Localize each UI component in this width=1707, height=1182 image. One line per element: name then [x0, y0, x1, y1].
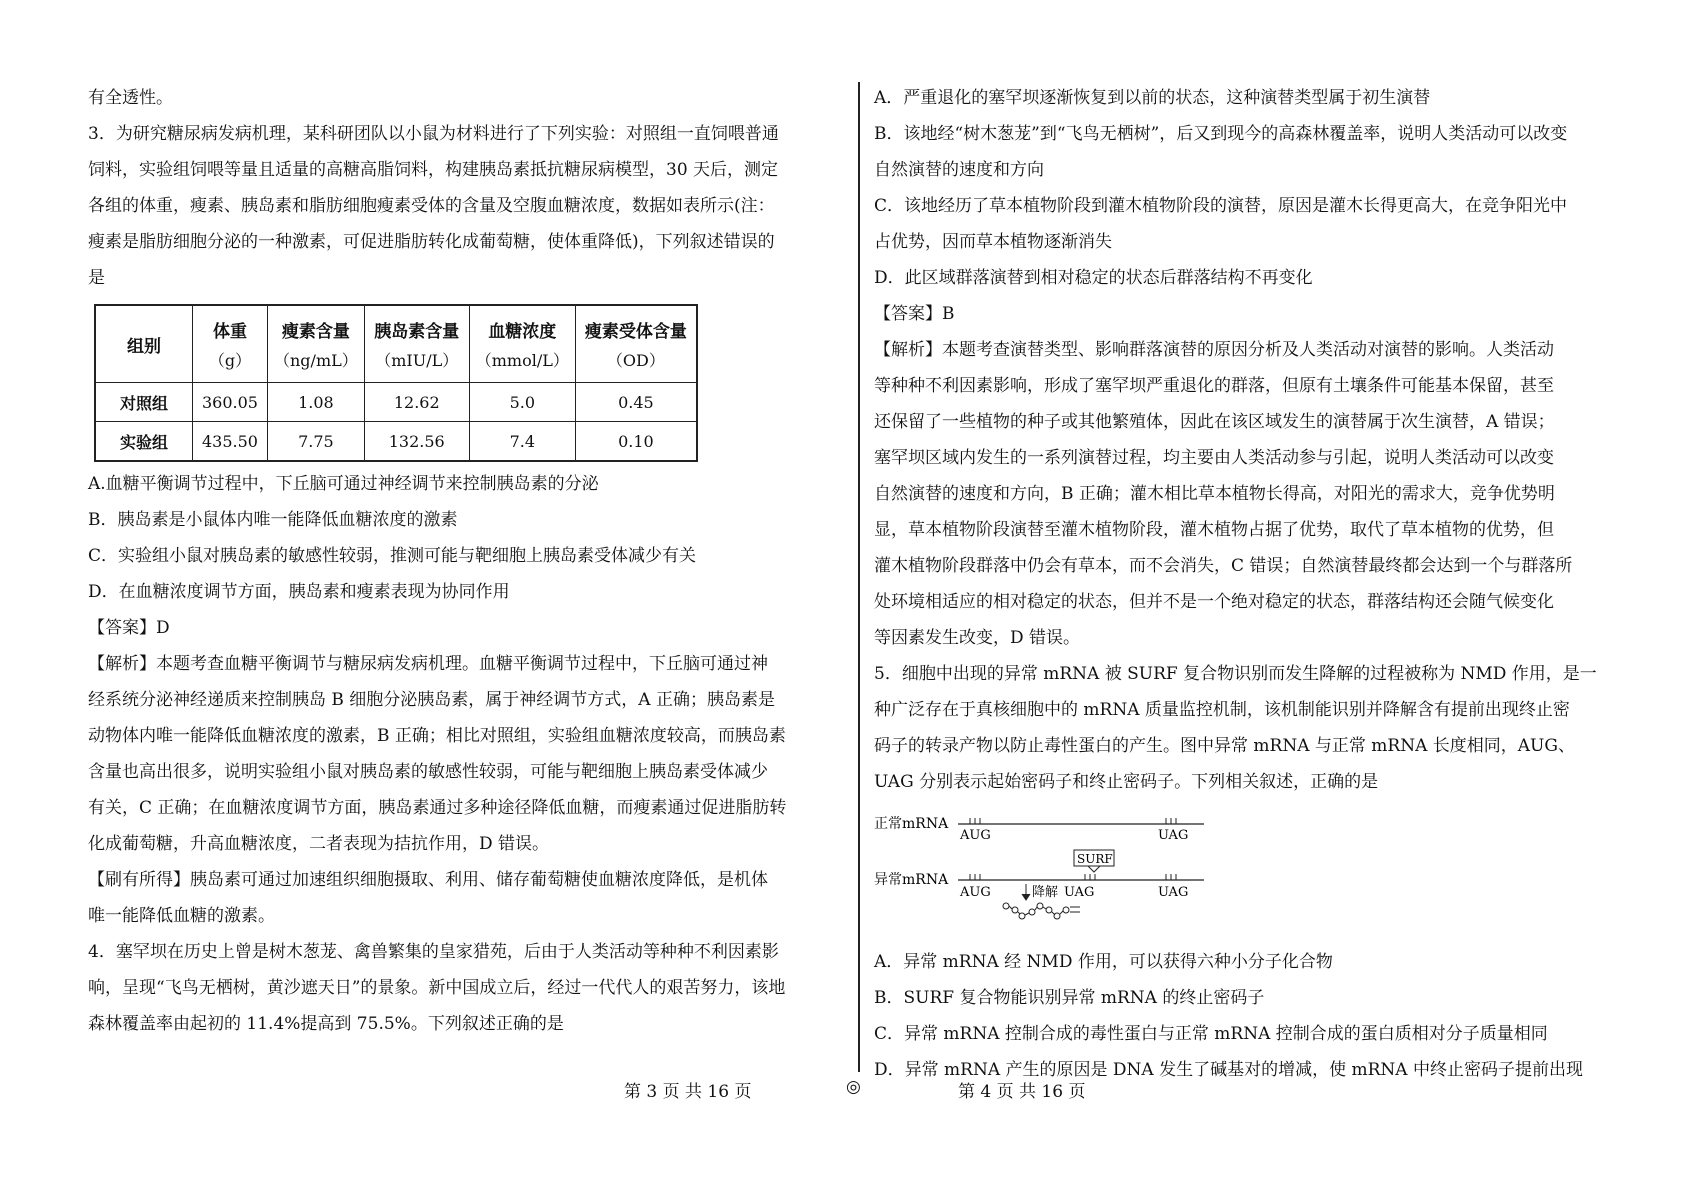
text-line: 塞罕坝区域内发生的一系列演替过程，均主要由人类活动参与引起，说明人类活动可以改变	[874, 448, 1554, 468]
text-line: 等因素发生改变，D 错误。	[874, 628, 1081, 648]
table-header-cell: 胰岛素含量 （mIU/L）	[364, 305, 469, 383]
normal-aug-label: AUG	[960, 828, 991, 843]
degraded-fragments-icon	[1003, 903, 1080, 919]
normal-uag-ticks	[1166, 818, 1176, 824]
data-table	[94, 304, 698, 462]
normal-aug-ticks	[970, 818, 980, 824]
text-line: 有全透性。	[88, 88, 173, 108]
text-line: A．异常 mRNA 经 NMD 作用，可以获得六种小分子化合物	[874, 952, 1333, 972]
left-text-block-bottom	[88, 466, 845, 1042]
text-line: 含量也高出很多，说明实验组小鼠对胰岛素的敏感性较弱，可能与靶细胞上胰岛素受体减少	[88, 762, 768, 782]
table-header-cell: 瘦素含量 （ng/mL）	[268, 305, 365, 383]
text-line: B．SURF 复合物能识别异常 mRNA 的终止密码子	[874, 988, 1265, 1008]
page-footer	[0, 1077, 1707, 1107]
table-row	[95, 422, 697, 462]
text-line: 5．细胞中出现的异常 mRNA 被 SURF 复合物识别而发生降解的过程被称为 NMD 作用，是一	[874, 664, 1597, 684]
left-column	[88, 80, 845, 1042]
table-cell: 0.10	[575, 422, 697, 462]
text-line: 【解析】本题考查演替类型、影响群落演替的原因分析及人类活动对演替的影响。人类活动	[874, 340, 1554, 360]
text-line: 瘦素是脂肪细胞分泌的一种激素，可促进脂肪转化成葡萄糖，使体重降低)，下列叙述错误的	[88, 232, 775, 252]
table-header-cell: 血糖浓度 （mmol/L）	[469, 305, 575, 383]
text-line: 4．塞罕坝在历史上曾是树木葱茏、禽兽繁集的皇家猎苑，后由于人类活动等种种不利因素影	[88, 942, 779, 962]
abnormal-premature-uag-ticks	[1085, 874, 1095, 880]
table-cell: 360.05	[193, 383, 268, 422]
text-line: 处环境相适应的相对稳定的状态，但并不是一个绝对稳定的状态，群落结构还会随气候变化	[874, 592, 1554, 612]
text-line: 饲料，实验组饲喂等量且适量的高糖高脂饲料，构建胰岛素抵抗糖尿病模型，30 天后，测定	[88, 160, 779, 180]
footer-center-mark: ◎	[846, 1077, 861, 1097]
text-line: B．该地经“树木葱茏”到“飞鸟无栖树”，后又到现今的高森林覆盖率，说明人类活动可以改变	[874, 124, 1568, 144]
text-line: D．此区域群落演替到相对稳定的状态后群落结构不再变化	[874, 268, 1313, 288]
abnormal-uag-ticks	[1166, 874, 1176, 880]
table-row	[95, 383, 697, 422]
mrna-diagram	[874, 806, 1634, 936]
abnormal-aug-label: AUG	[960, 885, 991, 900]
text-line: 经系统分泌神经递质来控制胰岛 B 细胞分泌胰岛素，属于神经调节方式，A 正确；胰岛素是	[88, 690, 775, 710]
degrade-arrowhead-icon	[1022, 894, 1030, 900]
text-line: UAG 分别表示起始密码子和终止密码子。下列相关叙述，正确的是	[874, 772, 1379, 792]
table-cell: 实验组	[95, 422, 193, 462]
abnormal-aug-ticks	[970, 874, 980, 880]
text-line: C．该地经历了草本植物阶段到灌木植物阶段的演替，原因是灌木长得更高大，在竞争阳光中	[874, 196, 1568, 216]
table-header-cell: 体重 （g）	[193, 305, 268, 383]
right-column	[874, 80, 1634, 1088]
footer-left-page-number: 第 3 页 共 16 页	[624, 1082, 752, 1102]
text-line: 等种种不利因素影响，形成了塞罕坝严重退化的群落，但原有土壤条件可能基本保留，甚至	[874, 376, 1554, 396]
right-text-block-bottom	[874, 944, 1634, 1088]
right-text-block-top	[874, 80, 1634, 800]
left-text-block-top	[88, 80, 845, 296]
text-line: 有关，C 正确；在血糖浓度调节方面，胰岛素通过多种途径降低血糖，而瘦素通过促进脂肪转	[88, 798, 787, 818]
text-line: 种广泛存在于真核细胞中的 mRNA 质量监控机制，该机制能识别并降解含有提前出现终止密	[874, 700, 1570, 720]
text-line: 自然演替的速度和方向，B 正确；灌木相比草本植物长得高，对阳光的需求大，竞争优势明	[874, 484, 1555, 504]
text-line: D．异常 mRNA 产生的原因是 DNA 发生了碱基对的增减，使 mRNA 中终止密码子提前出现	[874, 1060, 1583, 1080]
text-line: C．异常 mRNA 控制合成的毒性蛋白与正常 mRNA 控制合成的蛋白质相对分子质量相同	[874, 1024, 1548, 1044]
table-header-cell: 组别	[95, 305, 193, 383]
table-cell: 0.45	[575, 383, 697, 422]
column-divider	[858, 82, 860, 1072]
surf-pointer-icon	[1088, 866, 1100, 872]
text-line: 各组的体重，瘦素、胰岛素和脂肪细胞瘦素受体的含量及空腹血糖浓度，数据如表所示(注：	[88, 196, 775, 216]
mrna-diagram-svg	[874, 806, 1214, 936]
footer-right-page-number: 第 4 页 共 16 页	[958, 1082, 1086, 1102]
text-line: 【答案】B	[874, 304, 955, 324]
text-line: 码子的转录产物以防止毒性蛋白的产生。图中异常 mRNA 与正常 mRNA 长度相同，AUG、	[874, 736, 1575, 756]
text-line: 森林覆盖率由起初的 11.4%提高到 75.5%。下列叙述正确的是	[88, 1014, 564, 1034]
text-line: 占优势，因而草本植物逐渐消失	[874, 232, 1112, 252]
surf-label: SURF	[1077, 852, 1113, 866]
text-line: 响，呈现“飞鸟无栖树，黄沙遮天日”的景象。新中国成立后，经过一代代人的艰苦努力，该地	[88, 978, 786, 998]
text-line: 显，草本植物阶段演替至灌木植物阶段，灌木植物占据了优势，取代了草本植物的优势，但	[874, 520, 1554, 540]
normal-uag-label: UAG	[1158, 828, 1189, 843]
text-line: 3．为研究糖尿病发病机理，某科研团队以小鼠为材料进行了下列实验：对照组一直饲喂普通	[88, 124, 779, 144]
text-line: 唯一能降低血糖的激素。	[88, 906, 275, 926]
table-cell: 1.08	[268, 383, 365, 422]
text-line: 【解析】本题考查血糖平衡调节与糖尿病发病机理。血糖平衡调节过程中，下丘脑可通过神	[88, 654, 768, 674]
degrade-label: 降解	[1032, 885, 1059, 900]
table-cell: 132.56	[364, 422, 469, 462]
text-line: 是	[88, 268, 105, 288]
text-line: B．胰岛素是小鼠体内唯一能降低血糖浓度的激素	[88, 510, 458, 530]
text-line: 动物体内唯一能降低血糖浓度的激素，B 正确；相比对照组，实验组血糖浓度较高，而胰岛素	[88, 726, 786, 746]
table-cell: 7.4	[469, 422, 575, 462]
text-line: D．在血糖浓度调节方面，胰岛素和瘦素表现为协同作用	[88, 582, 510, 602]
table-cell: 12.62	[364, 383, 469, 422]
abnormal-premature-uag-label: UAG	[1064, 885, 1095, 900]
text-line: 还保留了一些植物的种子或其他繁殖体，因此在该区域发生的演替属于次生演替，A 错误；	[874, 412, 1555, 432]
table-cell: 5.0	[469, 383, 575, 422]
text-line: 自然演替的速度和方向	[874, 160, 1044, 180]
normal-mrna-label: 正常mRNA	[874, 816, 949, 832]
text-line: 灌木植物阶段群落中仍会有草本，而不会消失，C 错误；自然演替最终都会达到一个与群落所	[874, 556, 1573, 576]
table-header-row	[95, 305, 697, 383]
abnormal-mrna-label: 异常mRNA	[874, 872, 949, 888]
text-line: 【答案】D	[88, 618, 170, 638]
table-cell: 435.50	[193, 422, 268, 462]
text-line: A.血糖平衡调节过程中，下丘脑可通过神经调节来控制胰岛素的分泌	[88, 474, 599, 494]
table-cell: 对照组	[95, 383, 193, 422]
table-header-cell: 瘦素受体含量 （OD）	[575, 305, 697, 383]
abnormal-uag-label: UAG	[1158, 885, 1189, 900]
text-line: A．严重退化的塞罕坝逐渐恢复到以前的状态，这种演替类型属于初生演替	[874, 88, 1431, 108]
table-cell: 7.75	[268, 422, 365, 462]
text-line: 【刷有所得】胰岛素可通过加速组织细胞摄取、利用、储存葡萄糖使血糖浓度降低，是机体	[88, 870, 768, 890]
text-line: C．实验组小鼠对胰岛素的敏感性较弱，推测可能与靶细胞上胰岛素受体减少有关	[88, 546, 697, 566]
text-line: 化成葡萄糖，升高血糖浓度，二者表现为拮抗作用，D 错误。	[88, 834, 550, 854]
